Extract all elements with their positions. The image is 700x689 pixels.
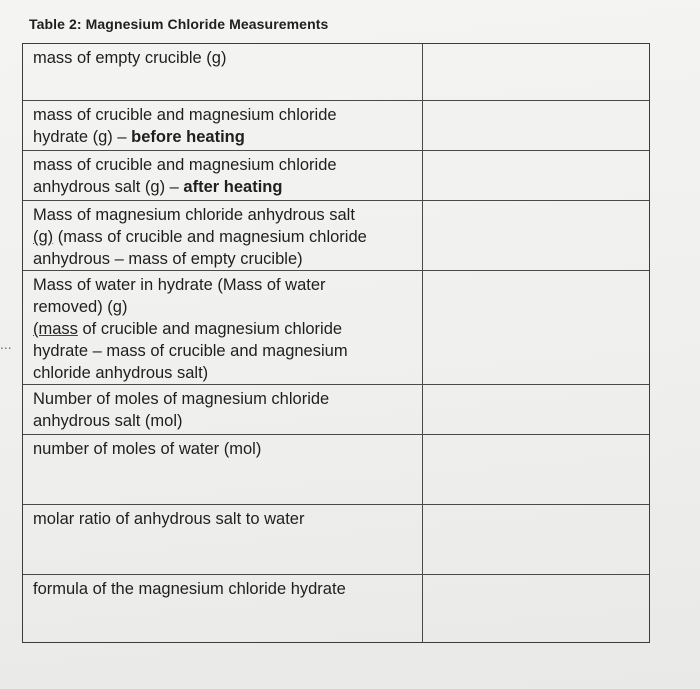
label-underlined: (g): [33, 228, 54, 246]
table-row: [23, 434, 649, 504]
label-text: of crucible and magnesium chloride: [77, 320, 343, 338]
label-line: Mass of water in hydrate (Mass of water: [33, 276, 326, 294]
table-row: [23, 384, 649, 434]
label-line: mass of crucible and magnesium chloride: [33, 156, 337, 174]
measurements-table: [22, 43, 650, 643]
label-line: mass of crucible and magnesium chloride: [33, 106, 337, 124]
table-row: [23, 100, 649, 150]
table-row: [23, 574, 649, 642]
row-label-moles-anhydrous-salt: [23, 385, 423, 434]
row-label-molar-ratio: [23, 505, 423, 574]
value-cell-hydrate-before-heating[interactable]: [423, 101, 649, 150]
label-line: anhydrous – mass of empty crucible): [33, 250, 303, 268]
label-text: (mass of crucible and magnesium chloride: [53, 228, 367, 246]
table-row: [23, 150, 649, 200]
table-row: [23, 200, 649, 270]
row-label-anhydrous-salt-mass: [23, 201, 423, 270]
label-line: formula of the magnesium chloride hydrate: [33, 580, 346, 598]
value-cell-water-mass[interactable]: [423, 271, 649, 384]
label-emphasis: before heating: [131, 128, 245, 146]
row-label-empty-crucible-mass: [23, 44, 423, 100]
label-emphasis: after heating: [183, 178, 283, 196]
value-cell-hydrate-formula[interactable]: [423, 575, 649, 642]
label-line: mass of empty crucible (g): [33, 49, 227, 67]
value-cell-molar-ratio[interactable]: [423, 505, 649, 574]
value-cell-anhydrous-salt-mass[interactable]: [423, 201, 649, 270]
label-underlined: (mass: [33, 320, 78, 338]
row-label-moles-water: [23, 435, 423, 504]
label-line: [33, 318, 416, 340]
table-caption: Table 2: Magnesium Chloride Measurements: [29, 16, 329, 32]
label-line: Number of moles of magnesium chloride: [33, 390, 330, 408]
table-row: [23, 504, 649, 574]
row-label-water-mass: [23, 271, 423, 384]
value-cell-moles-anhydrous-salt[interactable]: [423, 385, 649, 434]
value-cell-empty-crucible-mass[interactable]: [423, 44, 649, 100]
value-cell-moles-water[interactable]: [423, 435, 649, 504]
label-line: [33, 126, 416, 148]
table-row: [23, 270, 649, 384]
label-line: Mass of magnesium chloride anhydrous salt: [33, 206, 355, 224]
label-line: anhydrous salt (mol): [33, 412, 183, 430]
label-line: removed) (g): [33, 298, 128, 316]
label-text: anhydrous salt (g) –: [33, 178, 184, 196]
value-cell-anhydrous-after-heating[interactable]: [423, 151, 649, 200]
label-line: number of moles of water (mol): [33, 440, 262, 458]
label-line: chloride anhydrous salt): [33, 364, 209, 382]
row-label-hydrate-before-heating: [23, 101, 423, 150]
table-row: [23, 44, 649, 100]
row-label-anhydrous-after-heating: [23, 151, 423, 200]
label-line: [33, 226, 416, 248]
label-line: molar ratio of anhydrous salt to water: [33, 510, 305, 528]
label-text: hydrate (g) –: [33, 128, 132, 146]
label-line: hydrate – mass of crucible and magnesium: [33, 342, 348, 360]
side-marker: ...: [0, 336, 12, 352]
row-label-hydrate-formula: [23, 575, 423, 642]
label-line: [33, 176, 416, 198]
